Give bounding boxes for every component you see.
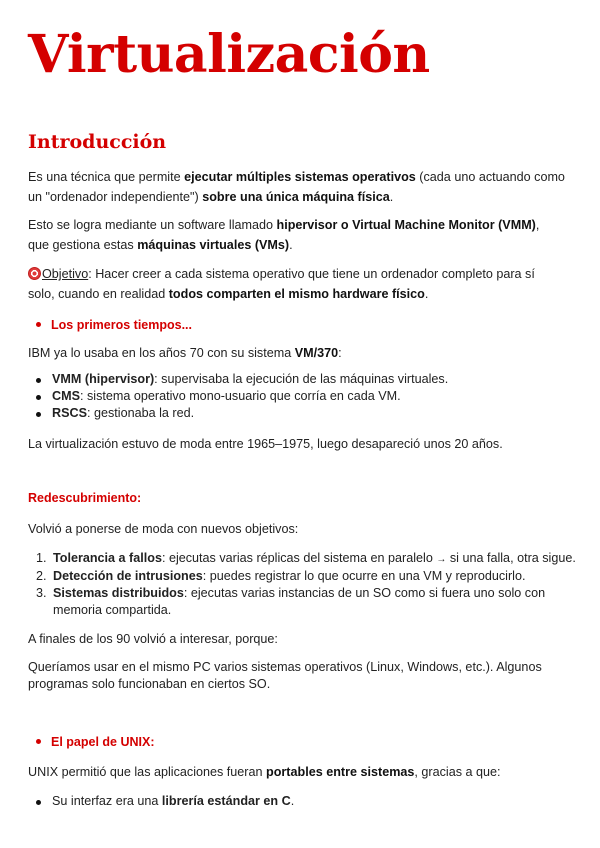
redescubrimiento-list [36, 550, 576, 619]
list-item: VMM (hipervisor): supervisaba la ejecución de las máquinas virtuales. [36, 371, 576, 388]
intro-paragraph-1: Es una técnica que permite ejecutar múltiples sistemas operativos (cada uno actuando como un "ordenador independiente") sobre una única máquina física. [28, 170, 565, 204]
list-item: 3. Sistemas distribuidos: ejecutas varias instancias de un SO como si fuera uno solo con memoria compartida. [36, 586, 546, 617]
unix-paragraph-1: UNIX permitió que las aplicaciones fueran portables entre sistemas, gracias a que: [28, 765, 501, 779]
bullet-dot [36, 739, 41, 744]
section-heading-redescubrimiento: Redescubrimiento: [28, 491, 142, 505]
list-item: Su interfaz era una librería estándar en C. [36, 793, 576, 810]
section-heading-unix: El papel de UNIX: [36, 735, 155, 749]
unix-list [36, 793, 576, 810]
primeros-list [36, 371, 576, 422]
list-item: RSCS: gestionaba la red. [36, 405, 576, 422]
bullet-dot [36, 800, 41, 805]
arrow-right-icon: → [436, 554, 447, 565]
intro-paragraph-2: Esto se logra mediante un software llamado hipervisor o Virtual Machine Monitor (VMM), que gestiona estas máquinas virtuales (VMs). [28, 218, 540, 252]
list-item: CMS: sistema operativo mono-usuario que corría en cada VM. [36, 388, 576, 405]
bullet-dot [36, 395, 41, 400]
objective-paragraph: Objetivo: Hacer creer a cada sistema operativo que tiene un ordenador completo para sí solo, cuando en realidad todos comparten el mismo hardware físico. [28, 267, 535, 301]
section-heading-introduccion: Introducción [28, 131, 167, 153]
list-item: 1. Tolerancia a fallos: ejecutas varias réplicas del sistema en paralelo → si una falla, otra sigue. [36, 551, 576, 565]
primeros-paragraph-2: La virtualización estuvo de moda entre 1965–1975, luego desapareció unos 20 años. [28, 437, 503, 451]
redescubrimiento-paragraph-1: Volvió a ponerse de moda con nuevos objetivos: [28, 522, 299, 536]
primeros-paragraph-1: IBM ya lo usaba en los años 70 con su sistema VM/370: [28, 346, 342, 360]
page-title: Virtualización [28, 24, 430, 85]
objective-label: Objetivo [42, 267, 89, 281]
section-heading-primeros-tiempos: Los primeros tiempos... [36, 318, 192, 332]
bullet-dot [36, 322, 41, 327]
redescubrimiento-paragraph-2: A finales de los 90 volvió a interesar, porque: [28, 632, 278, 646]
list-item: 2. Detección de intrusiones: puedes registrar lo que ocurre en una VM y reproducirlo. [36, 569, 526, 583]
bullet-dot [36, 412, 41, 417]
bullet-dot [36, 378, 41, 383]
target-icon [28, 267, 41, 280]
redescubrimiento-paragraph-3: Queríamos usar en el mismo PC varios sistemas operativos (Linux, Windows, etc.). Algunos programas solo funcionaban en ciertos SO. [28, 660, 542, 691]
